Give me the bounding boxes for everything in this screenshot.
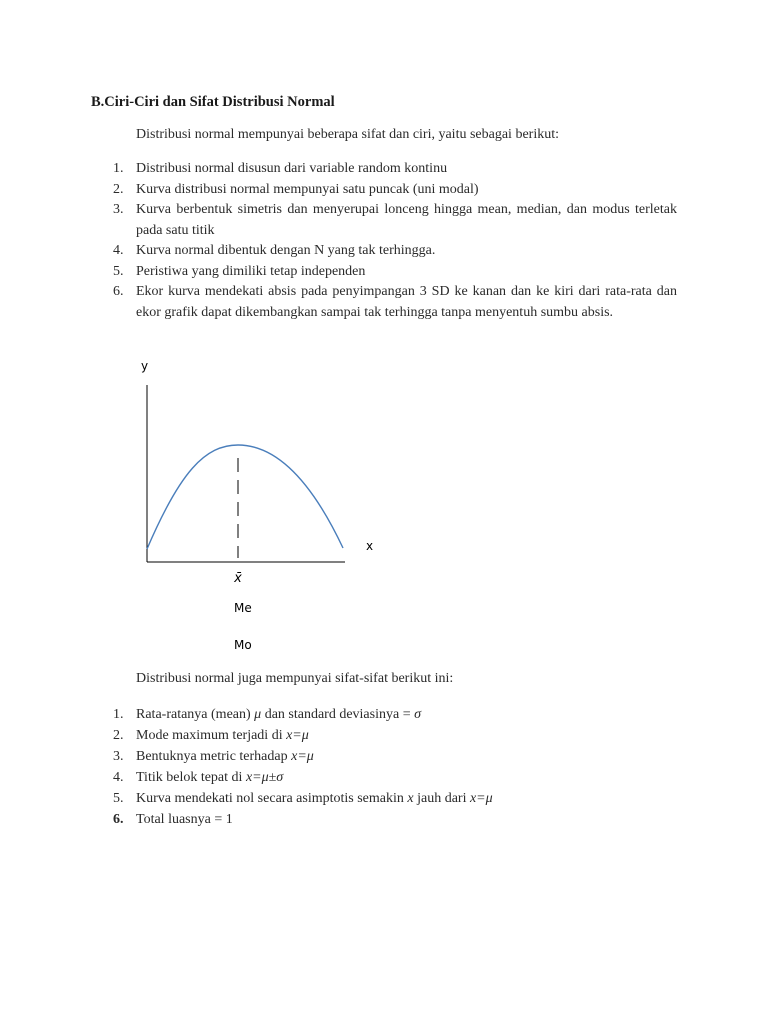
list-item xyxy=(0,704,768,725)
list-text: Total luasnya = 1 xyxy=(136,812,233,827)
list-text: Distribusi normal disusun dari variable random kontinu xyxy=(136,161,448,176)
intro-paragraph: Distribusi normal mempunyai beberapa sifat dan ciri, yaitu sebagai berikut: xyxy=(136,127,559,142)
list-text: Kurva normal dibentuk dengan N yang tak terhingga. xyxy=(136,243,436,258)
list-item xyxy=(0,788,768,809)
normal-curve xyxy=(147,445,343,549)
list-text: Kurva mendekati nol secara asimptotis semakin x jauh dari x=μ xyxy=(136,791,493,806)
list-number: 1. xyxy=(113,161,124,176)
list-text: Rata-ratanya (mean) μ dan standard deviasinya = σ xyxy=(136,707,421,722)
list-text: Mode maximum terjadi di x=μ xyxy=(136,728,309,743)
list-number: 6. xyxy=(113,812,124,827)
list-item xyxy=(0,725,768,746)
list-text: Ekor kurva mendekati absis pada penyimpangan 3 SD ke kanan dan ke kiri dari rata-rata dan ekor grafik dapat dikembangkan sampai tak terhingga tanpa menyentuh sumbu absis. xyxy=(136,284,677,320)
section-heading: B.Ciri-Ciri dan Sifat Distribusi Normal xyxy=(91,94,335,110)
intro-paragraph-2: Distribusi normal juga mempunyai sifat-sifat berikut ini: xyxy=(136,671,454,686)
list-number: 5. xyxy=(113,791,124,806)
list-number: 6. xyxy=(113,284,124,299)
median-label: Me xyxy=(234,601,252,615)
list-number: 2. xyxy=(113,181,124,197)
list-item xyxy=(0,767,768,788)
list-text: Titik belok tepat di x=μ±σ xyxy=(136,770,284,785)
list-text: Kurva distribusi normal mempunyai satu puncak (uni modal) xyxy=(136,181,479,197)
list-number: 5. xyxy=(113,263,124,279)
mode-label: Mo xyxy=(234,638,252,652)
list-text: Bentuknya metric terhadap x=μ xyxy=(136,749,314,764)
list-text: Peristiwa yang dimiliki tetap independen xyxy=(136,263,366,279)
list-number: 2. xyxy=(113,728,124,743)
mean-symbol: x̄ xyxy=(234,571,242,586)
y-axis-label: y xyxy=(141,359,149,373)
list-text: Kurva berbentuk simetris dan menyerupai lonceng hingga mean, median, dan modus terletak pada satu titik xyxy=(136,202,677,238)
list-number: 1. xyxy=(113,707,124,722)
properties-list xyxy=(0,704,768,830)
list-item xyxy=(0,746,768,767)
list-number: 3. xyxy=(113,749,124,764)
list-number: 3. xyxy=(113,202,124,217)
list-number: 4. xyxy=(113,770,124,785)
x-axis-label: x xyxy=(366,539,374,553)
list-item xyxy=(0,809,768,830)
list-number: 4. xyxy=(113,243,124,258)
